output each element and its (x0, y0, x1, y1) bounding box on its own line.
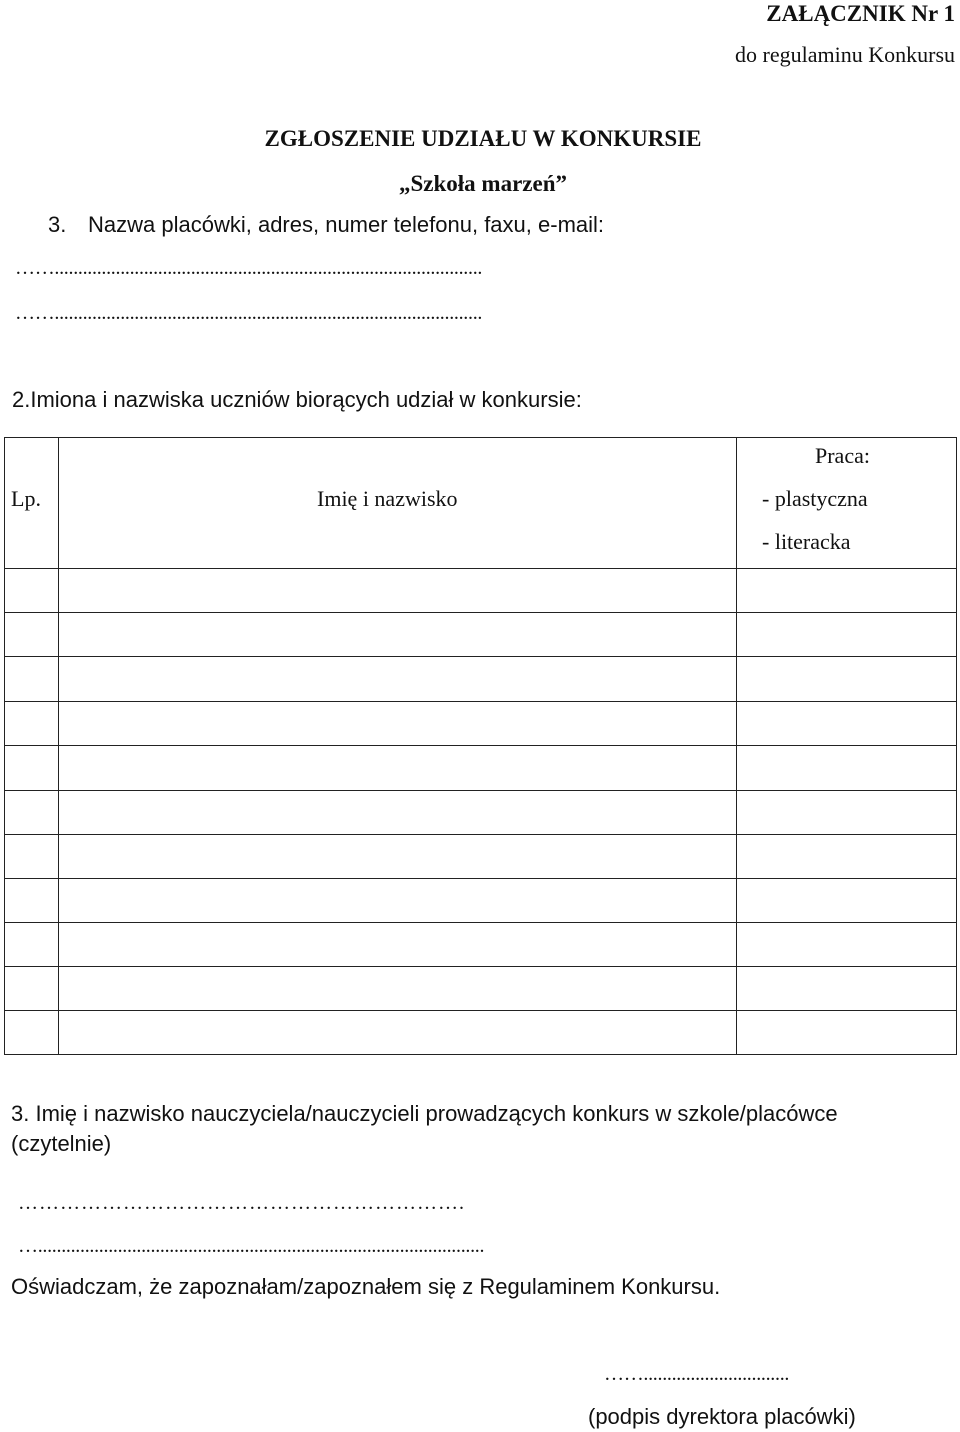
section2-label: 2.Imiona i nazwiska uczniów biorących udział w konkursie: (12, 387, 582, 412)
praca-option-plastyczna: - plastyczna (762, 486, 868, 511)
section1-label: Nazwa placówki, adres, numer telefonu, faxu, e-mail: (88, 212, 605, 237)
table-row-divider (5, 745, 956, 746)
table-row-divider (5, 656, 956, 657)
annex-title: ZAŁĄCZNIK Nr 1 (766, 1, 955, 26)
signature-line[interactable]: ……............................... (604, 1363, 790, 1385)
annex-subtitle: do regulaminu Konkursu (735, 42, 955, 67)
column-header-name: Imię i nazwisko (317, 486, 458, 511)
section3-fill-line-1[interactable]: ………………………………………………………. (18, 1192, 465, 1214)
table-row-divider (5, 612, 956, 613)
table-row-divider (5, 790, 956, 791)
form-subtitle: „Szkoła marzeń” (398, 171, 567, 196)
column-header-lp: Lp. (11, 486, 41, 511)
table-column-divider (736, 438, 737, 1054)
table-column-divider (58, 438, 59, 1054)
signature-label: (podpis dyrektora placówki) (588, 1404, 856, 1429)
column-header-praca: Praca: (815, 443, 870, 468)
section1-fill-line-1[interactable]: ……........................................................................................... (15, 257, 483, 279)
form-title: ZGŁOSZENIE UDZIAŁU W KONKURSIE (264, 126, 702, 151)
praca-option-literacka: - literacka (762, 529, 851, 554)
table-row-divider (5, 834, 956, 835)
declaration-text: Oświadczam, że zapoznałam/zapoznałem się z Regulaminem Konkursu. (11, 1274, 721, 1299)
table-row-divider (5, 701, 956, 702)
section3-label: 3. Imię i nazwisko nauczyciela/nauczycieli prowadzących konkurs w szkole/placówce (11, 1101, 838, 1126)
table-header-divider (5, 568, 956, 569)
section3-fill-line-2[interactable]: …............................................................................................... (18, 1235, 485, 1257)
table-row-divider (5, 922, 956, 923)
section1-fill-line-2[interactable]: ……........................................................................................... (15, 302, 483, 324)
table-row-divider (5, 878, 956, 879)
table-row-divider (5, 966, 956, 967)
table-row-divider (5, 1010, 956, 1011)
section1-number: 3. (48, 212, 67, 237)
section3-note: (czytelnie) (11, 1131, 112, 1156)
